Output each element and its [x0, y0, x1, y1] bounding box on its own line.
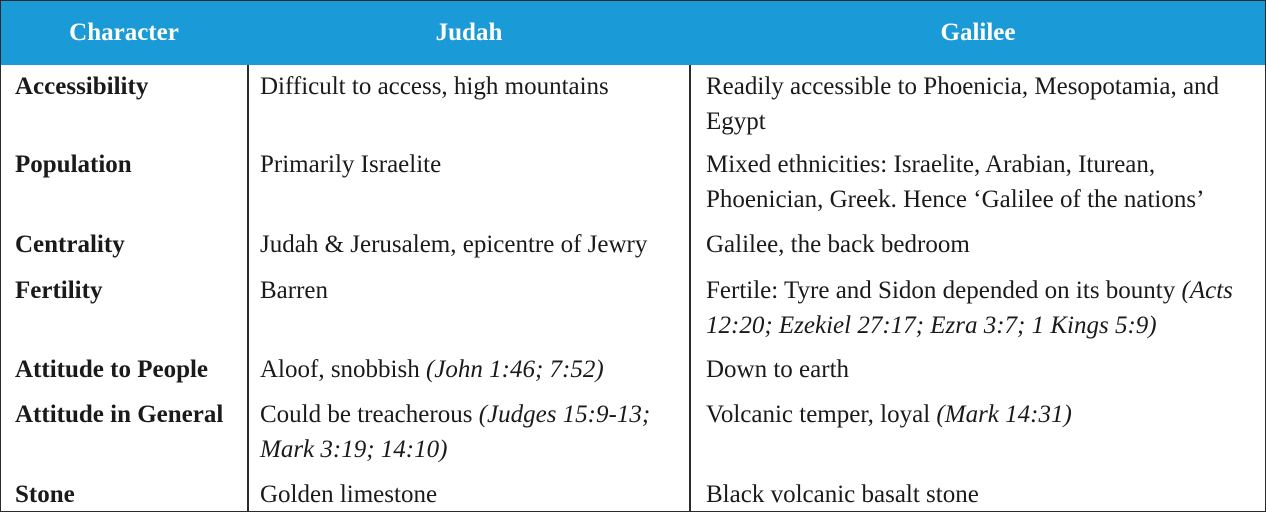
galilee-cell: Mixed ethnicities: Israelite, Arabian, Iturean, Phoenician, Greek. Hence ‘Galilee of the nations’ — [706, 151, 1205, 213]
judah-text: Could be treacherous — [260, 401, 473, 428]
galilee-cell: Black volcanic basalt stone — [706, 481, 979, 508]
header-character: Character — [69, 19, 179, 46]
column-divider — [247, 65, 249, 511]
galilee-cell: Down to earth — [706, 356, 850, 383]
character-cell: Population — [15, 151, 132, 178]
character-cell: Centrality — [15, 231, 125, 258]
character-cell: Stone — [15, 481, 75, 508]
galilee-cell: Readily accessible to Phoenicia, Mesopotamia, and Egypt — [706, 73, 1220, 135]
scripture-reference: (Acts 12:20; Ezekiel 27:17; Ezra 3:7; 1 Kings 5:9) — [706, 277, 1233, 339]
header-galilee: Galilee — [940, 19, 1016, 46]
character-cell: Fertility — [15, 277, 103, 304]
scripture-reference: (Mark 14:31) — [936, 401, 1072, 428]
character-cell: Attitude in General — [15, 401, 224, 428]
judah-cell — [260, 352, 690, 387]
galilee-text: Fertile: Tyre and Sidon depended on its bounty — [706, 277, 1176, 304]
galilee-cell — [706, 397, 1266, 432]
judah-cell: Golden limestone — [260, 481, 438, 508]
judah-cell: Barren — [260, 277, 329, 304]
judah-cell: Difficult to access, high mountains — [260, 73, 609, 100]
header-judah: Judah — [435, 19, 503, 46]
galilee-text: Volcanic temper, loyal — [706, 401, 931, 428]
character-cell: Accessibility — [15, 73, 149, 100]
judah-cell: Primarily Israelite — [260, 151, 442, 178]
judah-text: Aloof, snobbish — [260, 356, 420, 383]
judah-cell: Judah & Jerusalem, epicentre of Jewry — [260, 231, 648, 258]
judah-cell — [260, 397, 690, 467]
galilee-cell: Galilee, the back bedroom — [706, 231, 970, 258]
galilee-cell — [706, 273, 1266, 343]
character-cell: Attitude to People — [15, 356, 209, 383]
scripture-reference: (John 1:46; 7:52) — [425, 356, 604, 383]
scripture-reference: (Judges 15:9-13; Mark 3:19; 14:10) — [260, 401, 651, 463]
table-header — [1, 1, 1265, 65]
